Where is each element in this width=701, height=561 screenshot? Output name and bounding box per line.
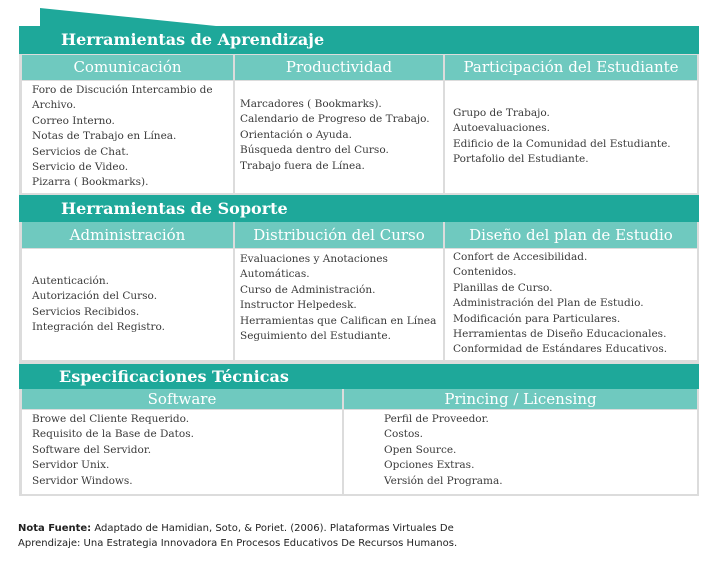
- list-item: Herramientas de Diseño Educacionales.: [453, 328, 667, 341]
- list-item: Autoevaluaciones.: [453, 122, 550, 135]
- list-student-participation: [453, 106, 697, 168]
- list-item: Contenidos.: [453, 266, 517, 279]
- section-title-support-tools: Herramientas de Soporte: [19, 195, 699, 222]
- list-item: Planillas de Curso.: [453, 281, 553, 294]
- list-item: Software del Servidor.: [32, 443, 152, 456]
- list-course-distribution: [240, 252, 443, 344]
- column-header-course-distribution: Distribución del Curso: [235, 222, 443, 248]
- column-header-curriculum-design: Diseño del plan de Estudio: [445, 222, 697, 248]
- list-item: Administración del Plan de Estudio.: [453, 297, 644, 310]
- list-item: Confort de Accesibilidad.: [453, 251, 588, 263]
- list-communication: [32, 83, 233, 191]
- list-item: Browe del Cliente Requerido.: [32, 413, 190, 425]
- column-header-pricing-licensing: Princing / Licensing: [344, 389, 697, 409]
- list-item: Autenticación.: [32, 275, 109, 287]
- source-note-text-2: Una Estrategia Innovadora En Procesos Educativos De Recursos Humanos.: [80, 538, 458, 549]
- list-item: Grupo de Trabajo.: [453, 107, 550, 119]
- list-item: Foro de Discución Intercambio de Archivo.: [32, 84, 213, 112]
- column-header-productivity: Productividad: [235, 55, 443, 80]
- list-item: Correo Interno.: [32, 114, 115, 127]
- list-item: Orientación o Ayuda.: [240, 128, 352, 141]
- list-item: Versión del Programa.: [384, 474, 503, 487]
- list-item: Servidor Unix.: [32, 459, 110, 472]
- list-item: Opciones Extras.: [384, 459, 475, 472]
- list-item: Instructor Helpedesk.: [240, 299, 357, 312]
- source-note-label-2: Aprendizaje:: [18, 538, 81, 549]
- cell-software: [22, 410, 342, 494]
- list-item: Edificio de la Comunidad del Estudiante.: [453, 137, 671, 150]
- cell-course-distribution: [235, 249, 443, 360]
- section-title-technical-specs: Especificaciones Técnicas: [19, 364, 699, 389]
- list-item: Costos.: [384, 428, 424, 441]
- list-item: Búsqueda dentro del Curso.: [240, 144, 389, 157]
- list-administration: [32, 274, 233, 336]
- cell-pricing-licensing: [344, 410, 697, 494]
- column-header-software: Software: [22, 389, 342, 409]
- section-title-learning-tools: Herramientas de Aprendizaje: [19, 26, 699, 54]
- cell-productivity: [235, 81, 443, 193]
- column-header-student-participation: Participación del Estudiante: [445, 55, 697, 80]
- source-note-text: Adaptado de Hamidian, Soto, & Poriet. (2006). Plataformas Virtuales De: [91, 523, 454, 534]
- list-item: Servicios Recibidos.: [32, 305, 140, 318]
- list-productivity: [240, 97, 443, 174]
- list-software: [32, 412, 342, 489]
- list-item: Seguimiento del Estudiante.: [240, 330, 391, 343]
- list-item: Open Source.: [384, 443, 457, 456]
- source-note-label: Nota Fuente:: [18, 523, 92, 534]
- list-item: Servicio de Video.: [32, 161, 129, 174]
- list-item: Requisito de la Base de Datos.: [32, 428, 194, 441]
- cell-curriculum-design: [445, 249, 697, 360]
- list-item: Curso de Administración.: [240, 283, 376, 296]
- list-curriculum-design: [453, 250, 697, 358]
- list-item: Trabajo fuera de Línea.: [240, 159, 365, 172]
- list-item: Autorización del Curso.: [32, 290, 158, 303]
- list-item: Calendario de Progreso de Trabajo.: [240, 113, 430, 126]
- list-item: Modificación para Particulares.: [453, 312, 621, 325]
- cell-administration: [22, 249, 233, 360]
- list-item: Servicios de Chat.: [32, 145, 129, 158]
- list-item: Integración del Registro.: [32, 321, 165, 334]
- list-item: Conformidad de Estándares Educativos.: [453, 343, 668, 356]
- list-item: Herramientas que Califican en Línea: [240, 314, 437, 327]
- cell-communication: [22, 81, 233, 193]
- source-note: [18, 521, 618, 551]
- list-item: Pizarra ( Bookmarks).: [32, 176, 149, 189]
- column-header-communication: Comunicación: [22, 55, 233, 80]
- list-item: Perfil de Proveedor.: [384, 413, 489, 425]
- list-item: Evaluaciones y Anotaciones Automáticas.: [240, 253, 388, 281]
- list-item: Notas de Trabajo en Línea.: [32, 130, 177, 143]
- column-header-administration: Administración: [22, 222, 233, 248]
- list-item: Servidor Windows.: [32, 474, 133, 487]
- list-pricing-licensing: [384, 412, 697, 489]
- cell-student-participation: [445, 81, 697, 193]
- list-item: Marcadores ( Bookmarks).: [240, 98, 382, 110]
- list-item: Portafolio del Estudiante.: [453, 153, 589, 166]
